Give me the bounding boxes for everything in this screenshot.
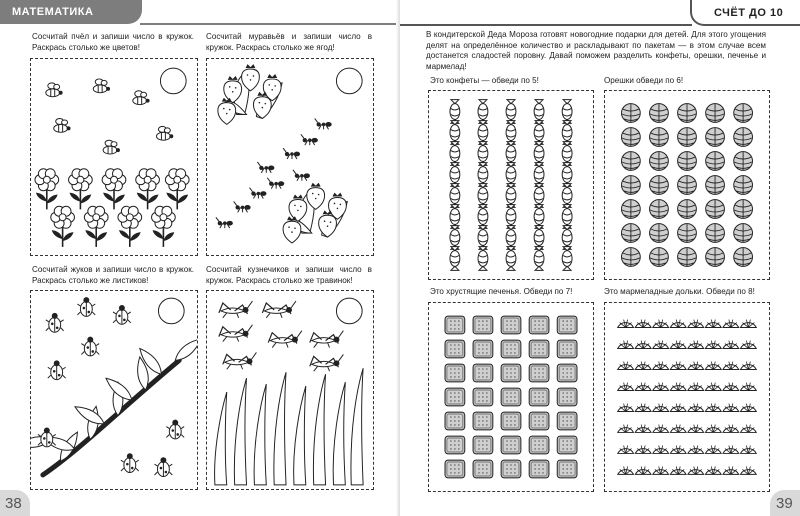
candy-icon — [478, 205, 488, 229]
ant-icon — [257, 162, 274, 173]
orange-slice-icon — [618, 404, 634, 412]
ants-strawberries-panel — [206, 58, 374, 256]
answer-circle — [336, 68, 362, 94]
orange-slice-icon — [670, 341, 686, 349]
orange-slice-icon — [740, 341, 756, 349]
cracker-icon — [557, 388, 577, 406]
walnut-icon — [734, 152, 753, 171]
walnut-icon — [706, 152, 725, 171]
flower-icon — [84, 206, 108, 247]
candy-icon — [478, 100, 488, 124]
grasshopper-icon — [219, 325, 253, 342]
walnut-icon — [650, 104, 669, 123]
orange-slice-icon — [635, 383, 651, 391]
orange-slice-icon — [705, 320, 721, 328]
ant-icon — [293, 170, 310, 181]
answer-circle — [336, 298, 362, 324]
walnut-icon — [678, 176, 697, 195]
candy-icon — [506, 247, 516, 271]
walnut-icon — [706, 104, 725, 123]
cracker-icon — [445, 364, 465, 382]
candy-icon — [450, 205, 460, 229]
cracker-icon — [557, 412, 577, 430]
walnut-icon — [678, 224, 697, 243]
page-number-right: 39 — [770, 490, 800, 516]
candy-icon — [534, 226, 544, 250]
ant-icon — [267, 178, 284, 189]
candy-icon — [506, 184, 516, 208]
orange-slice-icon — [723, 425, 739, 433]
candy-icon — [534, 205, 544, 229]
ants-strawberries-illustration — [207, 59, 373, 255]
cracker-icon — [557, 436, 577, 454]
orange-slice-icon — [723, 446, 739, 454]
candy-icon — [562, 121, 572, 145]
walnut-icon — [734, 248, 753, 267]
candy-icon — [506, 142, 516, 166]
orange-slice-icon — [723, 467, 739, 475]
cracker-icon — [529, 436, 549, 454]
grass-blade-icon — [215, 392, 227, 485]
candy-icon — [478, 121, 488, 145]
bee-icon — [46, 83, 63, 97]
walnut-icon — [678, 200, 697, 219]
candy-icon — [450, 184, 460, 208]
cracker-icon — [473, 412, 493, 430]
candy-icon — [450, 163, 460, 187]
cracker-icon — [445, 316, 465, 334]
orange-slice-icon — [740, 362, 756, 370]
cracker-icon — [445, 388, 465, 406]
orange-slice-icon — [740, 467, 756, 475]
orange-slice-icon — [688, 425, 704, 433]
bee-icon — [93, 79, 110, 93]
candy-icon — [562, 226, 572, 250]
bees-flowers-illustration — [31, 59, 197, 255]
task-caption-orange-slices: Это мармеладные дольки. Обведи по 8! — [604, 287, 755, 296]
orange-slice-icon — [705, 383, 721, 391]
orange-slice-icon — [688, 320, 704, 328]
orange-slice-icon — [653, 341, 669, 349]
ant-icon — [216, 217, 233, 228]
grasshoppers-grass-illustration — [207, 291, 373, 489]
cracker-icon — [501, 412, 521, 430]
task-caption-walnuts: Орешки обведи по 6! — [604, 76, 684, 85]
cracker-icon — [445, 412, 465, 430]
walnut-icon — [650, 176, 669, 195]
candy-icon — [562, 247, 572, 271]
orange-slice-icon — [723, 383, 739, 391]
walnut-icon — [706, 200, 725, 219]
cracker-icon — [473, 436, 493, 454]
cracker-icon — [501, 316, 521, 334]
orange-slices-panel — [604, 302, 770, 492]
cracker-icon — [445, 340, 465, 358]
ant-icon — [315, 118, 332, 129]
orange-slice-icon — [723, 404, 739, 412]
orange-slice-icon — [705, 446, 721, 454]
strawberry-bush-bottom — [283, 183, 347, 243]
task-caption-candies: Это конфеты — обведи по 5! — [430, 76, 539, 85]
cracker-icon — [529, 460, 549, 478]
grasshopper-icon — [262, 301, 296, 318]
candy-icon — [534, 121, 544, 145]
walnut-icon — [706, 248, 725, 267]
crackers-grid — [429, 303, 593, 491]
cracker-icon — [529, 412, 549, 430]
cracker-icon — [473, 316, 493, 334]
cracker-icon — [557, 316, 577, 334]
orange-slice-icon — [635, 362, 651, 370]
candy-icon — [478, 142, 488, 166]
walnut-icon — [650, 224, 669, 243]
orange-slice-icon — [723, 320, 739, 328]
candy-icon — [478, 163, 488, 187]
branch-icon — [31, 335, 197, 475]
page-number-left: 38 — [0, 490, 30, 516]
walnut-icon — [650, 200, 669, 219]
bee-icon — [54, 118, 71, 132]
task-caption-beetles: Сосчитай жуков и запиши число в кружок. Раскрась столько же листиков! — [32, 265, 194, 285]
beetle-icon — [166, 420, 184, 439]
orange-slice-icon — [740, 425, 756, 433]
beetle-icon — [81, 337, 99, 356]
flower-icon — [69, 169, 93, 210]
walnuts-grid — [605, 91, 769, 279]
orange-slice-icon — [653, 467, 669, 475]
orange-slice-icon — [688, 383, 704, 391]
grasshopper-icon — [223, 352, 257, 369]
orange-slice-icon — [618, 425, 634, 433]
candy-icon — [534, 184, 544, 208]
header-rule — [140, 23, 400, 25]
orange-slice-icon — [670, 362, 686, 370]
candy-icon — [562, 163, 572, 187]
orange-slice-icon — [705, 425, 721, 433]
candy-icon — [506, 226, 516, 250]
orange-slice-icon — [635, 467, 651, 475]
orange-slice-icon — [740, 404, 756, 412]
grasshopper-icon — [310, 354, 344, 371]
grasshopper-icon — [219, 301, 253, 318]
cracker-icon — [501, 340, 521, 358]
candy-icon — [478, 184, 488, 208]
answer-circle — [160, 68, 186, 94]
cracker-icon — [529, 364, 549, 382]
candy-icon — [506, 100, 516, 124]
orange-slice-icon — [740, 446, 756, 454]
orange-slice-icon — [723, 362, 739, 370]
orange-slice-icon — [670, 446, 686, 454]
grass-blade-icon — [333, 382, 345, 485]
orange-slice-icon — [705, 362, 721, 370]
ant-icon — [301, 134, 318, 145]
orange-slice-icon — [635, 320, 651, 328]
cracker-icon — [473, 364, 493, 382]
beetle-icon — [121, 453, 139, 472]
candy-icon — [534, 100, 544, 124]
grass-blade-icon — [274, 372, 286, 485]
crackers-panel — [428, 302, 594, 492]
task-caption-grasshoppers: Сосчитай кузнечиков и запиши число в кружок. Раскрась столько же травинок! — [206, 265, 372, 285]
header-rule — [400, 24, 692, 26]
candies-grid — [429, 91, 593, 279]
walnut-icon — [678, 152, 697, 171]
candy-icon — [562, 205, 572, 229]
orange-slice-icon — [653, 383, 669, 391]
grass-blade-icon — [254, 384, 266, 485]
cracker-icon — [529, 388, 549, 406]
beetle-icon — [155, 457, 173, 476]
intro-text: В кондитерской Деда Мороза готовят новогодние подарки для детей. Для этого угощения делят на определённое количество и раскладывают по пакетам — в этом случае всем достанется сладостей поровну. Давай поможем разделить конфеты, орешки, печенье и мармелад! — [426, 30, 766, 71]
walnut-icon — [734, 224, 753, 243]
orange-slice-icon — [705, 467, 721, 475]
candy-icon — [534, 142, 544, 166]
ant-icon — [234, 201, 251, 212]
orange-slices-grid — [605, 303, 769, 491]
grasshoppers-grass-panel — [206, 290, 374, 490]
candy-icon — [450, 100, 460, 124]
walnut-icon — [734, 176, 753, 195]
orange-slice-icon — [618, 383, 634, 391]
cracker-icon — [557, 460, 577, 478]
ant-icon — [249, 188, 266, 199]
walnut-icon — [734, 104, 753, 123]
ant-icon — [283, 148, 300, 159]
strawberry-bush-top — [218, 64, 282, 124]
beetle-icon — [77, 297, 95, 316]
candy-icon — [506, 121, 516, 145]
orange-slice-icon — [688, 404, 704, 412]
orange-slice-icon — [705, 404, 721, 412]
orange-slice-icon — [653, 362, 669, 370]
cracker-icon — [445, 436, 465, 454]
beetle-icon — [113, 305, 131, 324]
candies-panel — [428, 90, 594, 280]
orange-slice-icon — [688, 362, 704, 370]
beetles-branch-illustration — [31, 291, 197, 489]
cracker-icon — [501, 388, 521, 406]
flower-icon — [51, 206, 75, 247]
bee-icon — [133, 91, 150, 105]
walnuts-panel — [604, 90, 770, 280]
cracker-icon — [473, 388, 493, 406]
task-caption-crackers: Это хрустящие печенья. Обведи по 7! — [430, 287, 573, 296]
orange-slice-icon — [653, 425, 669, 433]
candy-icon — [450, 247, 460, 271]
orange-slice-icon — [740, 383, 756, 391]
flower-icon — [152, 206, 176, 247]
orange-slice-icon — [618, 341, 634, 349]
walnut-icon — [621, 224, 640, 243]
orange-slice-icon — [670, 320, 686, 328]
walnut-icon — [734, 200, 753, 219]
beetle-icon — [46, 313, 64, 332]
bee-icon — [156, 126, 173, 140]
orange-slice-icon — [635, 404, 651, 412]
walnut-icon — [621, 248, 640, 267]
candy-icon — [450, 121, 460, 145]
walnut-icon — [734, 128, 753, 147]
cracker-icon — [557, 364, 577, 382]
beetles-branch-panel — [30, 290, 198, 490]
walnut-icon — [621, 104, 640, 123]
orange-slice-icon — [618, 446, 634, 454]
walnut-icon — [650, 248, 669, 267]
walnut-icon — [678, 248, 697, 267]
flower-icon — [102, 169, 126, 210]
cracker-icon — [529, 340, 549, 358]
right-page — [400, 0, 800, 516]
candy-icon — [450, 226, 460, 250]
walnut-icon — [706, 128, 725, 147]
candy-icon — [562, 142, 572, 166]
cracker-icon — [557, 340, 577, 358]
cracker-icon — [473, 340, 493, 358]
orange-slice-icon — [688, 341, 704, 349]
candy-icon — [450, 142, 460, 166]
cracker-icon — [501, 460, 521, 478]
candy-icon — [562, 100, 572, 124]
answer-circle — [158, 298, 184, 324]
walnut-icon — [650, 128, 669, 147]
orange-slice-icon — [670, 467, 686, 475]
orange-slice-icon — [618, 467, 634, 475]
orange-slice-icon — [670, 383, 686, 391]
orange-slice-icon — [635, 425, 651, 433]
orange-slice-icon — [635, 446, 651, 454]
bees-flowers-panel — [30, 58, 198, 256]
candy-icon — [534, 247, 544, 271]
walnut-icon — [678, 104, 697, 123]
candy-icon — [562, 184, 572, 208]
flower-icon — [35, 169, 59, 210]
walnut-icon — [650, 152, 669, 171]
orange-slice-icon — [740, 320, 756, 328]
walnut-icon — [621, 152, 640, 171]
topic-tab: СЧЁТ ДО 10 — [690, 0, 800, 26]
bee-icon — [103, 140, 120, 154]
flower-icon — [165, 169, 189, 210]
orange-slice-icon — [705, 341, 721, 349]
cracker-icon — [529, 316, 549, 334]
subject-tab: МАТЕМАТИКА — [0, 0, 142, 24]
walnut-icon — [621, 128, 640, 147]
cracker-icon — [473, 460, 493, 478]
candy-icon — [478, 226, 488, 250]
task-caption-ants: Сосчитай муравьёв и запиши число в кружок. Раскрась столько же ягод! — [206, 32, 372, 52]
grass-blade-icon — [294, 386, 306, 485]
walnut-icon — [621, 200, 640, 219]
grass-blade-icon — [351, 368, 363, 485]
orange-slice-icon — [670, 404, 686, 412]
orange-slice-icon — [688, 446, 704, 454]
grasshopper-icon — [310, 331, 344, 348]
orange-slice-icon — [723, 341, 739, 349]
walnut-icon — [706, 224, 725, 243]
orange-slice-icon — [618, 362, 634, 370]
cracker-icon — [501, 364, 521, 382]
candy-icon — [478, 247, 488, 271]
cracker-icon — [445, 460, 465, 478]
grasshopper-icon — [268, 331, 302, 348]
orange-slice-icon — [618, 320, 634, 328]
flower-icon — [136, 169, 160, 210]
grass-blade-icon — [313, 374, 325, 485]
walnut-icon — [621, 176, 640, 195]
walnut-icon — [706, 176, 725, 195]
candy-icon — [534, 163, 544, 187]
orange-slice-icon — [635, 341, 651, 349]
leaf-icon — [172, 335, 197, 364]
orange-slice-icon — [688, 467, 704, 475]
grass-blade-icon — [234, 378, 246, 485]
candy-icon — [506, 163, 516, 187]
orange-slice-icon — [653, 404, 669, 412]
task-caption-bees: Сосчитай пчёл и запиши число в кружок. Раскрась столько же цветов! — [32, 32, 194, 52]
candy-icon — [506, 205, 516, 229]
beetle-icon — [48, 360, 66, 379]
flower-icon — [118, 206, 142, 247]
orange-slice-icon — [670, 425, 686, 433]
orange-slice-icon — [653, 320, 669, 328]
cracker-icon — [501, 436, 521, 454]
orange-slice-icon — [653, 446, 669, 454]
walnut-icon — [678, 128, 697, 147]
